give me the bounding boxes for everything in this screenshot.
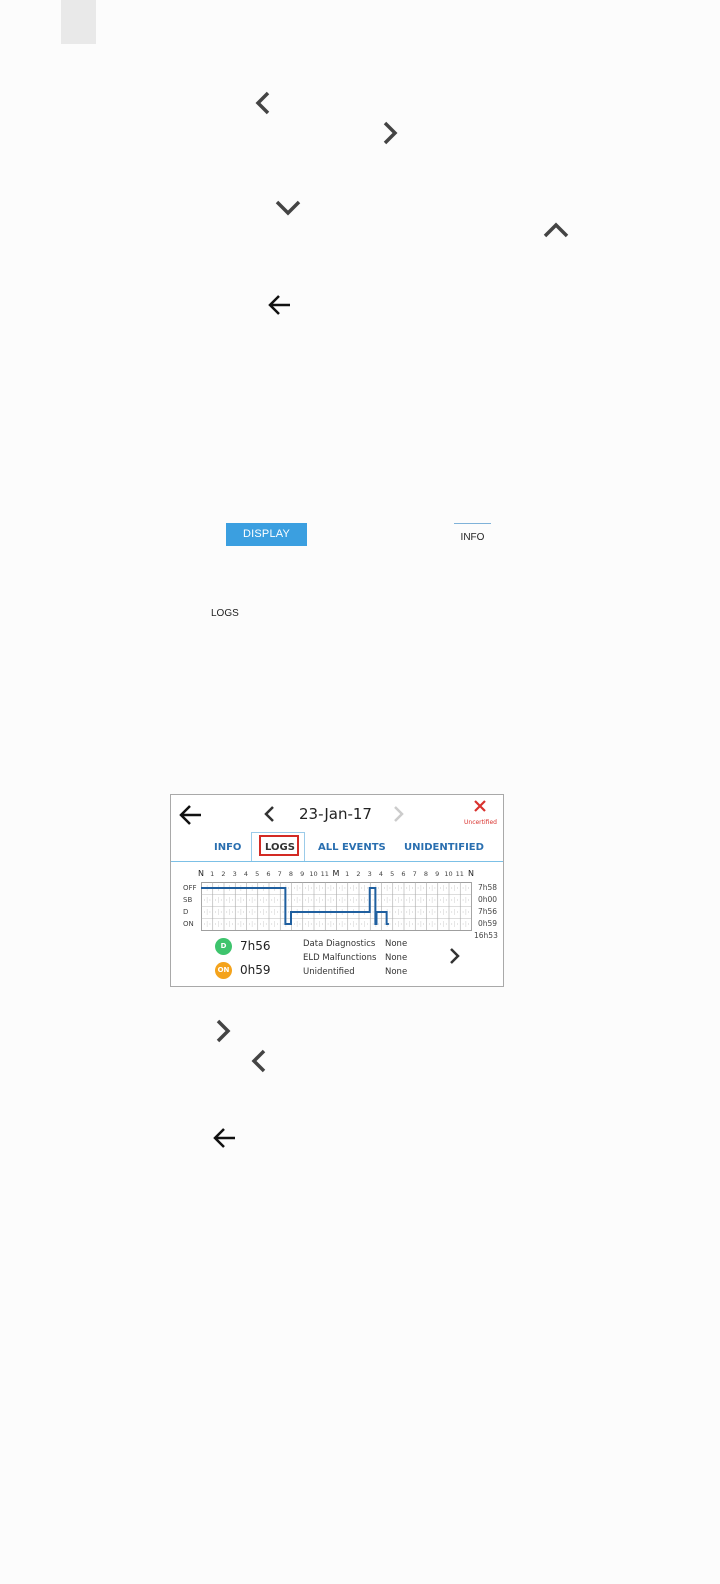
diag-label: Data Diagnostics xyxy=(303,939,376,949)
hour-label: 9 xyxy=(435,870,440,878)
chevron-left-icon[interactable] xyxy=(263,805,277,823)
unidentified-value: None xyxy=(385,967,408,977)
chevron-right-icon xyxy=(391,805,405,823)
hour-label: 7 xyxy=(412,870,417,878)
total-on: 0h59 xyxy=(478,919,498,928)
hour-label: 6 xyxy=(266,870,271,878)
hour-label: M xyxy=(332,869,340,878)
malfunction-label: ELD Malfunctions xyxy=(303,953,377,963)
arrow-left-icon[interactable] xyxy=(178,803,204,827)
tab-info[interactable]: INFO xyxy=(454,523,491,544)
onduty-total: 0h59 xyxy=(240,963,271,977)
tab-info[interactable]: INFO xyxy=(214,842,242,853)
status-label-d: D xyxy=(183,908,189,916)
hour-label: 4 xyxy=(378,870,384,878)
driving-badge: D xyxy=(215,938,232,955)
diag-value: None xyxy=(385,939,408,949)
tab-logs[interactable]: LOGS xyxy=(211,608,239,619)
uncertified-label: Uncertified xyxy=(464,819,497,826)
hour-label: 3 xyxy=(232,870,237,878)
total-sb: 0h00 xyxy=(478,895,498,904)
hour-label: 10 xyxy=(444,870,453,878)
total-d: 7h56 xyxy=(478,907,498,916)
chevron-left-icon[interactable] xyxy=(249,1048,269,1074)
status-label-sb: SB xyxy=(183,896,193,904)
log-grid-chart xyxy=(201,882,474,932)
driving-total: 7h56 xyxy=(240,939,271,953)
unidentified-label: Unidentified xyxy=(303,967,355,977)
chevron-right-icon[interactable] xyxy=(213,1018,233,1044)
arrow-left-icon[interactable] xyxy=(211,1124,239,1152)
chevron-right-icon[interactable] xyxy=(380,120,400,146)
hour-label: 5 xyxy=(255,870,260,878)
total-off: 7h58 xyxy=(478,883,498,892)
hour-label: 8 xyxy=(288,870,294,878)
hour-label: 5 xyxy=(390,870,395,878)
hour-label: 2 xyxy=(221,870,226,878)
hour-label: 7 xyxy=(277,870,282,878)
hour-label: 6 xyxy=(401,870,406,878)
hour-label: 4 xyxy=(243,870,249,878)
chevron-right-icon[interactable] xyxy=(447,947,461,965)
tab-divider xyxy=(171,861,503,862)
logs-screen-screenshot xyxy=(170,794,504,987)
malfunction-value: None xyxy=(385,953,408,963)
close-icon[interactable] xyxy=(473,799,487,813)
tab-unidentified[interactable]: UNIDENTIFIED xyxy=(404,842,484,853)
hour-label: 1 xyxy=(210,870,215,878)
chevron-up-icon[interactable] xyxy=(542,220,570,240)
hour-label: 9 xyxy=(300,870,305,878)
tab-logs[interactable]: LOGS xyxy=(265,842,295,853)
arrow-left-icon[interactable] xyxy=(266,291,294,319)
total-all: 16h53 xyxy=(474,931,498,940)
chevron-down-icon[interactable] xyxy=(274,197,302,217)
hour-label: 1 xyxy=(345,870,350,878)
log-date: 23-Jan-17 xyxy=(299,805,372,823)
tab-all-events[interactable]: ALL EVENTS xyxy=(318,842,386,853)
hour-label: 3 xyxy=(367,870,372,878)
hour-label: N xyxy=(198,869,204,878)
hour-label: 11 xyxy=(455,870,464,878)
hour-label: 11 xyxy=(320,870,329,878)
status-label-on: ON xyxy=(183,920,194,928)
hour-label: 8 xyxy=(423,870,429,878)
display-button[interactable]: DISPLAY xyxy=(226,523,307,546)
hour-label: N xyxy=(468,869,474,878)
hour-label: 2 xyxy=(356,870,361,878)
onduty-badge: ON xyxy=(215,962,232,979)
chevron-left-icon[interactable] xyxy=(253,90,273,116)
hour-label: 10 xyxy=(309,870,318,878)
status-label-off: OFF xyxy=(183,884,197,892)
placeholder-block xyxy=(61,0,96,44)
